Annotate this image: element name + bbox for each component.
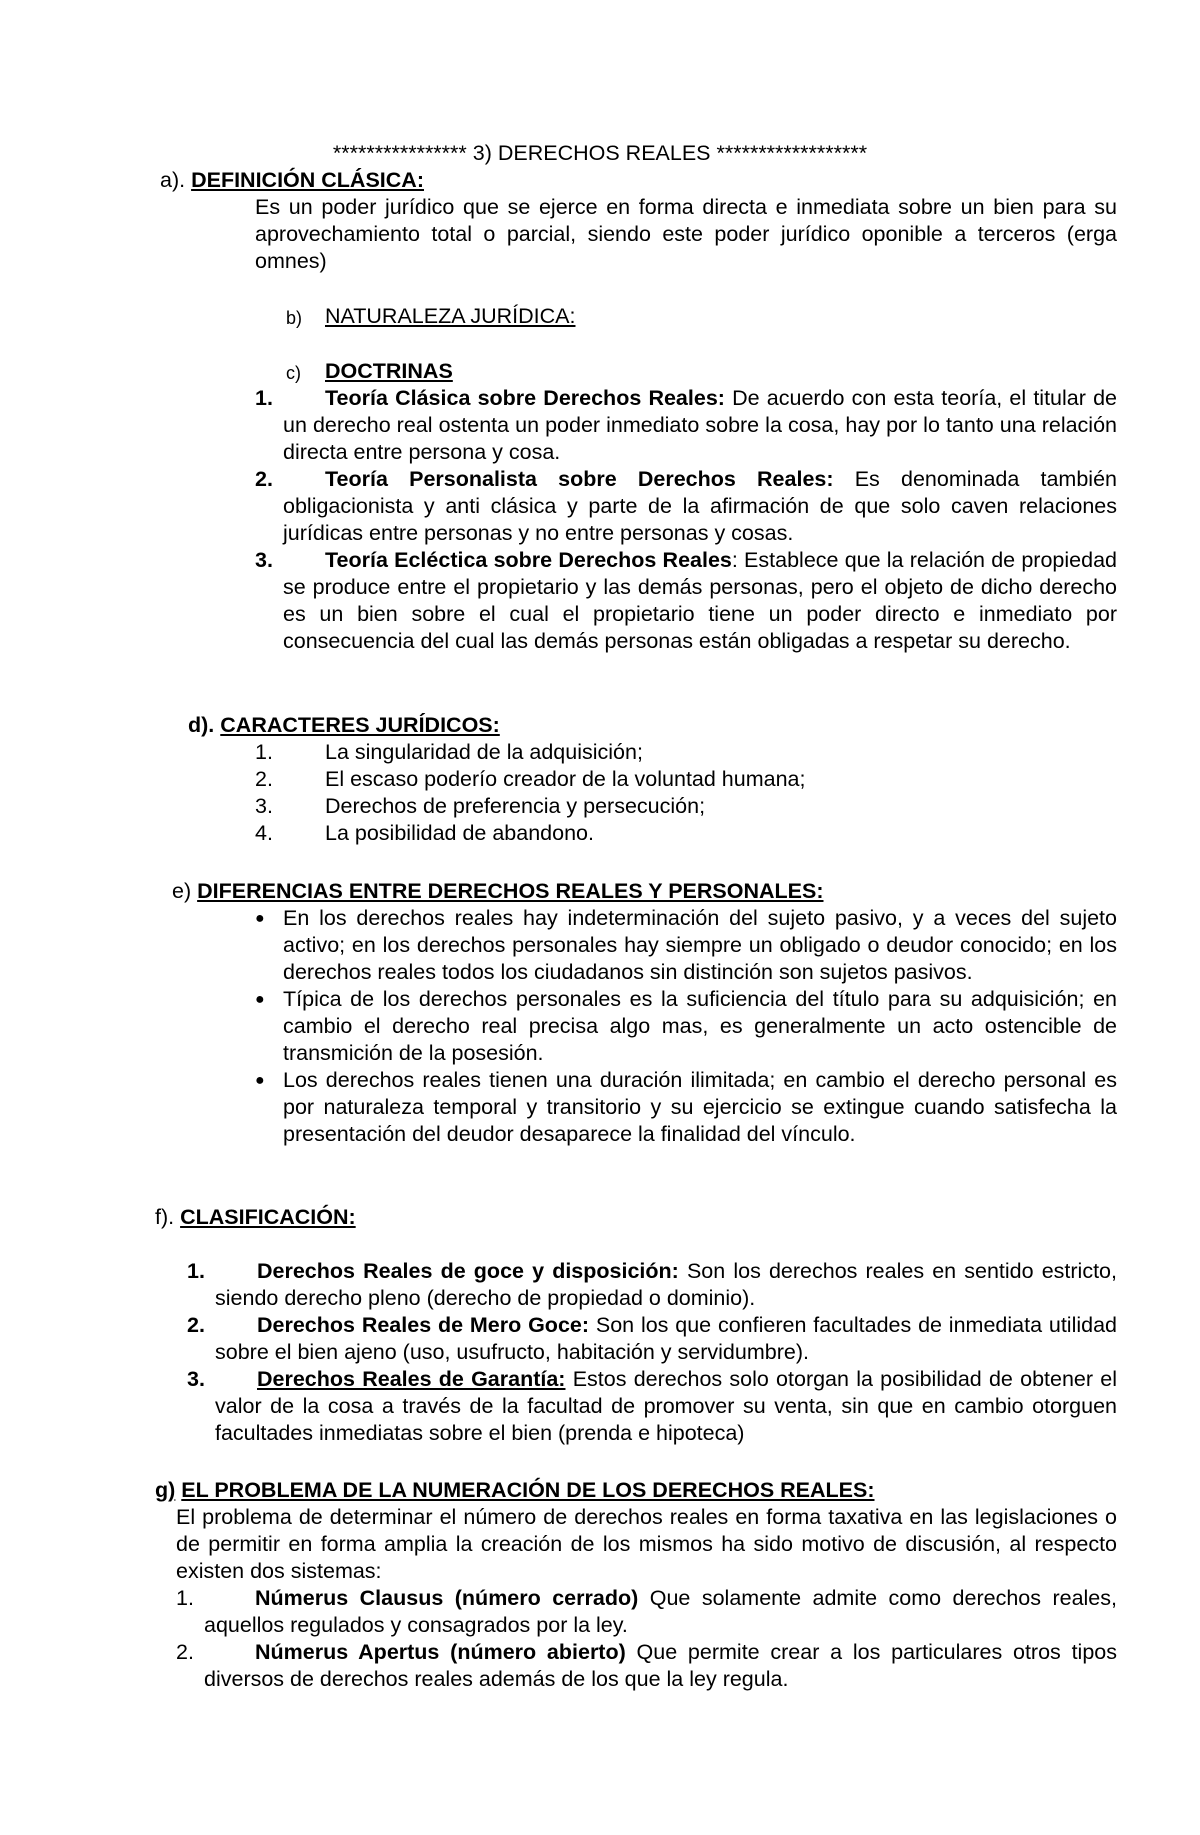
section-d-label: d). [188,713,215,737]
section-d-title: CARACTERES JURÍDICOS: [220,713,500,737]
item-body: De acuerdo con esta teoría, el titular de un derecho real ostenta un poder inmediato sobre la cosa, hay por lo tanto una relación directa entre persona y cosa. [283,386,1117,464]
item-text: Los derechos reales tienen una duración ilimitada; en cambio el derecho personal es por naturaleza temporal y transitorio y su ejercicio se extingue cuando satisfecha la presentación del deudor desaparece la finalidad del vínculo. [283,1068,1117,1146]
list-item [187,1258,1117,1312]
item-number: 1. [255,386,273,410]
section-g-intro: El problema de determinar el número de derechos reales en forma taxativa en las legislaciones o de permitir en forma amplia la creación de los mismos ha sido motivo de discusión, al respecto existen dos sistemas: [176,1505,1117,1583]
item-body: Estos derechos solo otorgan la posibilidad de obtener el valor de la cosa a través de la facultad de promover su venta, sin que en cambio otorguen facultades inmediatas sobre el bien (prenda e hipoteca) [215,1367,1117,1445]
list-item [255,986,1117,1067]
differences-list [255,905,1117,1148]
item-number: 2. [255,467,273,491]
list-item [187,1312,1117,1366]
item-text: El escaso poderío creador de la voluntad humana; [325,767,806,791]
numeration-list [176,1585,1117,1693]
item-text [176,1585,1117,1639]
section-f-heading [155,1204,356,1231]
section-g-title: EL PROBLEMA DE LA NUMERACIÓN DE LOS DERECHOS REALES: [181,1478,875,1502]
section-c-label: c) [286,363,301,383]
item-number: 4. [255,821,273,845]
list-item [255,466,1117,547]
list-item [176,1639,1117,1693]
item-title: Teoría Clásica sobre Derechos Reales: [325,386,725,410]
section-g-heading [155,1477,875,1504]
item-body: Es denominada también obligacionista y anti clásica y parte de la afirmación de que solo caven relaciones jurídicas entre personas y no entre personas y cosas. [283,467,1117,545]
item-text [255,547,1117,655]
section-a-label: a). [160,168,186,192]
section-f-title: CLASIFICACIÓN: [180,1205,356,1229]
list-item [255,793,1117,820]
characters-list [255,739,1117,847]
item-body: Son los derechos reales en sentido estricto, siendo derecho pleno (derecho de propiedad o dominio). [215,1259,1117,1310]
item-title: Teoría Personalista sobre Derechos Reales: [325,467,834,491]
section-d-heading [188,712,500,739]
item-body: Son los que confieren facultades de inmediata utilidad sobre el bien ajeno (uso, usufructo, habitación y servidumbre). [215,1313,1117,1364]
bullet-icon: ● [255,1072,265,1089]
list-item [255,820,1117,847]
item-number: 1. [176,1586,194,1610]
list-item [255,905,1117,986]
item-number: 3. [255,794,273,818]
section-a-title: DEFINICIÓN CLÁSICA: [191,168,424,192]
list-item [187,1366,1117,1447]
item-number: 2. [187,1313,205,1337]
list-item [255,547,1117,655]
item-number: 3. [255,548,273,572]
page-title: **************** 3) DERECHOS REALES ****************** [332,141,868,165]
section-c-title: DOCTRINAS [325,359,453,383]
section-b-label: b) [286,308,303,328]
item-text: La singularidad de la adquisición; [325,740,643,764]
list-item [255,766,1117,793]
item-title: Númerus Apertus (número abierto) [255,1640,626,1664]
section-e-heading [172,878,824,905]
item-title: Númerus Clausus (número cerrado) [255,1586,639,1610]
section-a-text: Es un poder jurídico que se ejerce en forma directa e inmediata sobre un bien para su aprovechamiento total o parcial, siendo este poder jurídico oponible a terceros (erga omnes) [255,195,1117,273]
item-text: Típica de los derechos personales es la suficiencia del título para su adquisición; en cambio el derecho real precisa algo mas, es generalmente un acto ostencible de transmición de la posesión. [283,987,1117,1065]
bullet-icon: ● [255,991,265,1008]
item-text [176,1639,1117,1693]
section-b-title: NATURALEZA JURÍDICA: [325,304,576,328]
item-number: 3. [187,1367,205,1391]
bullet-icon: ● [255,910,265,927]
item-title: Derechos Reales de Garantía: [257,1367,566,1391]
section-e-title: DIFERENCIAS ENTRE DERECHOS REALES Y PERSONALES: [197,879,824,903]
item-title: Derechos Reales de goce y disposición: [257,1259,679,1283]
item-text [187,1312,1117,1366]
list-item [255,385,1117,466]
list-item [176,1585,1117,1639]
section-a-heading [160,167,424,194]
list-item [255,739,1117,766]
section-g-label: g) [155,1478,176,1502]
section-e-label: e) [172,879,192,903]
list-item [255,1067,1117,1148]
item-text: Derechos de preferencia y persecución; [325,794,706,818]
item-body: Que permite crear a los particulares otros tipos diversos de derechos reales además de los que la ley regula. [204,1640,1117,1691]
item-text: La posibilidad de abandono. [325,821,594,845]
item-body: : Establece que la relación de propiedad se produce entre el propietario y las demás personas, pero el objeto de dicho derecho es un bien sobre el cual el propietario tiene un poder directo e inmediato por consecuencia del cual las demás personas están obligadas a respetar su derecho. [283,548,1117,653]
item-number: 1. [255,740,273,764]
section-f-label: f). [155,1205,175,1229]
classification-list [187,1258,1117,1447]
item-body: Que solamente admite como derechos reales, aquellos regulados y consagrados por la ley. [204,1586,1117,1637]
item-text [187,1258,1117,1312]
item-title: Derechos Reales de Mero Goce: [257,1313,590,1337]
item-number: 2. [255,767,273,791]
item-number: 1. [187,1259,205,1283]
doctrines-list [255,385,1117,655]
item-text [255,385,1117,466]
item-text: En los derechos reales hay indeterminación del sujeto pasivo, y a veces del sujeto activo; en los derechos personales hay siempre un obligado o deudor conocido; en los derechos reales todos los ciudadanos sin distinción son sujetos pasivos. [283,906,1117,984]
item-text [255,466,1117,547]
item-text [187,1366,1117,1447]
item-number: 2. [176,1640,194,1664]
item-title: Teoría Ecléctica sobre Derechos Reales [325,548,732,572]
